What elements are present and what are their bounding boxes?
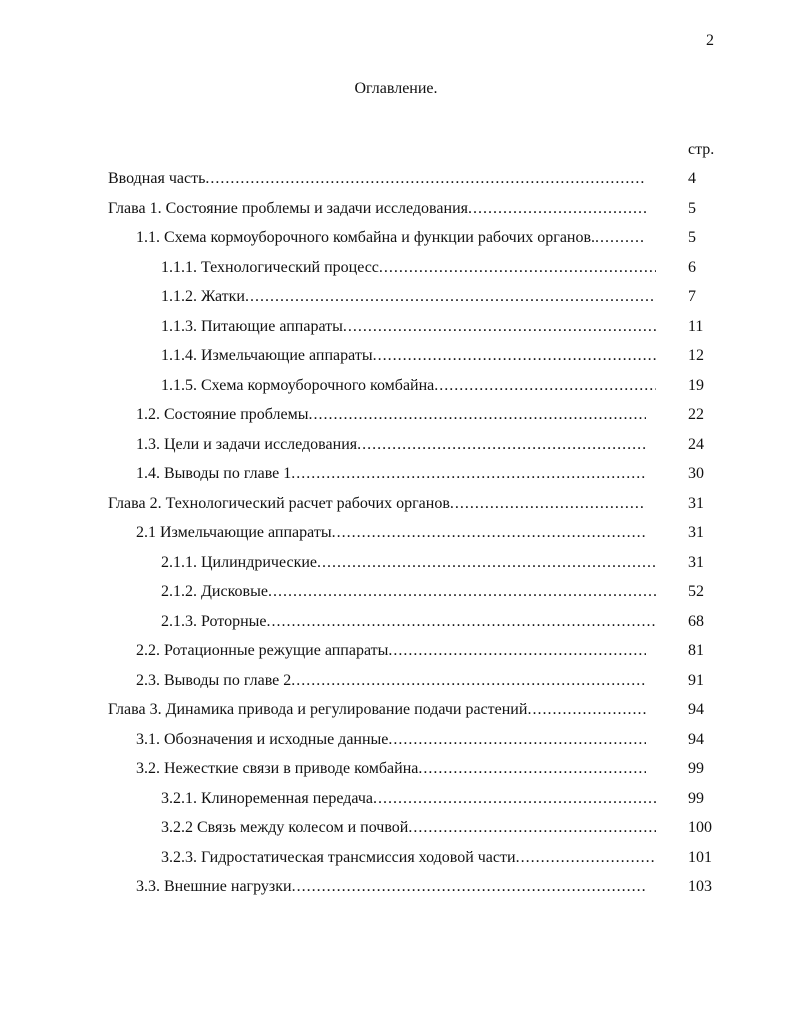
toc-entry-label: 3.3. Внешние нагрузки ..... <box>136 872 646 902</box>
toc-entry-page: 12 <box>688 347 704 364</box>
toc-entry <box>0 400 792 430</box>
toc-entry <box>0 577 792 607</box>
toc-entry <box>0 843 792 873</box>
toc-entry <box>0 784 792 814</box>
toc-entry-page: 6 <box>688 258 696 276</box>
toc-entry-label: 1.1.2. Жатки ..... <box>161 282 656 312</box>
toc-entry-label: 2.1.3. Роторные ..... <box>161 607 656 637</box>
toc-entry <box>0 666 792 696</box>
toc-entry-label: 2.3. Выводы по главе 2 ..... <box>136 666 646 696</box>
toc-entry-page: 5 <box>688 229 696 246</box>
toc-entry-page: 91 <box>688 671 704 689</box>
toc-entry-page: 99 <box>688 789 704 807</box>
toc-entry-label: 1.1. Схема кормоуборочного комбайна и функции рабочих органов. ..... <box>136 223 646 253</box>
toc-entry-page: 31 <box>688 553 704 571</box>
toc-entry-label: 3.1. Обозначения и исходные данные ..... <box>136 725 646 755</box>
toc-entry-label: 1.4. Выводы по главе 1 ..... <box>136 459 646 489</box>
toc-entry-label: 1.1.4. Измельчающие аппараты ..... <box>161 341 656 371</box>
toc-entry-label: 3.2.2 Связь между колесом и почвой ..... <box>161 813 656 843</box>
toc-entry <box>0 164 792 194</box>
toc-entry-label: 1.2. Состояние проблемы ..... <box>136 400 646 430</box>
toc-entry <box>0 430 792 460</box>
toc-entry <box>0 459 792 489</box>
toc-entry <box>0 548 792 578</box>
toc-entry <box>0 725 792 755</box>
toc-entry-page: 11 <box>688 317 704 335</box>
toc-entry-page: 7 <box>688 288 696 305</box>
toc-entry-page: 103 <box>688 878 712 895</box>
toc-entry-page: 94 <box>688 701 704 718</box>
toc-entry <box>0 872 792 902</box>
toc-entry-label: 3.2.3. Гидростатическая трансмиссия ходовой части ..... <box>161 843 656 873</box>
toc-entry-label: Глава 1. Состояние проблемы и задачи исследования ..... <box>108 194 646 224</box>
toc-entry <box>0 607 792 637</box>
toc-entry-page: 101 <box>688 848 712 866</box>
toc-entry <box>0 636 792 666</box>
toc-entry <box>0 312 792 342</box>
toc-entry-page: 24 <box>688 435 704 453</box>
toc-entry <box>0 253 792 283</box>
toc-entry-label: 2.1 Измельчающие аппараты ..... <box>136 518 646 548</box>
toc-title: Оглавление. <box>354 80 438 97</box>
toc-entry-page: 68 <box>688 612 704 630</box>
toc-entry-label: 3.2. Нежесткие связи в приводе комбайна ..... <box>136 754 646 784</box>
toc-entry-label: 1.3. Цели и задачи исследования ..... <box>136 430 646 460</box>
toc-entry-page: 4 <box>688 170 696 187</box>
toc-entry-page: 22 <box>688 406 704 423</box>
toc-entry <box>0 754 792 784</box>
toc-entry-label: 2.2. Ротационные режущие аппараты ..... <box>136 636 646 666</box>
toc-entry <box>0 518 792 548</box>
toc-entry-label: 2.1.2. Дисковые ..... <box>161 577 656 607</box>
toc-entry-label: 3.2.1. Клиноременная передача ..... <box>161 784 656 814</box>
toc-entry-label: 2.1.1. Цилиндрические ..... <box>161 548 656 578</box>
toc-entry-label: Вводная часть ..... <box>108 164 646 194</box>
toc-entry-page: 19 <box>688 376 704 394</box>
toc-entry-label: Глава 2. Технологический расчет рабочих органов ..... <box>108 489 646 519</box>
toc-entry-label: Глава 3. Динамика привода и регулирование подачи растений ..... <box>108 695 646 725</box>
toc-entry-page: 81 <box>688 642 704 659</box>
toc-entry <box>0 813 792 843</box>
toc-entry-page: 5 <box>688 199 696 217</box>
toc-entry <box>0 371 792 401</box>
toc-entry-page: 99 <box>688 760 704 777</box>
page-column-header: стр. <box>688 141 715 158</box>
toc-entry <box>0 489 792 519</box>
toc-entry <box>0 282 792 312</box>
toc-entry <box>0 341 792 371</box>
toc-entry-page: 100 <box>688 819 712 836</box>
toc-entry-label: 1.1.1. Технологический процесс ..... <box>161 253 656 283</box>
toc-entry-page: 30 <box>688 465 704 482</box>
page-number: 2 <box>706 32 714 49</box>
toc-entry <box>0 695 792 725</box>
toc-entry-label: 1.1.3. Питающие аппараты ..... <box>161 312 656 342</box>
toc-entry-page: 52 <box>688 583 704 600</box>
toc-entry-page: 31 <box>688 524 704 541</box>
toc-entry-label: 1.1.5. Схема кормоуборочного комбайна ..... <box>161 371 656 401</box>
toc-entry <box>0 223 792 253</box>
toc-entry <box>0 194 792 224</box>
toc-entry-page: 31 <box>688 494 704 512</box>
toc-entry-page: 94 <box>688 730 704 748</box>
